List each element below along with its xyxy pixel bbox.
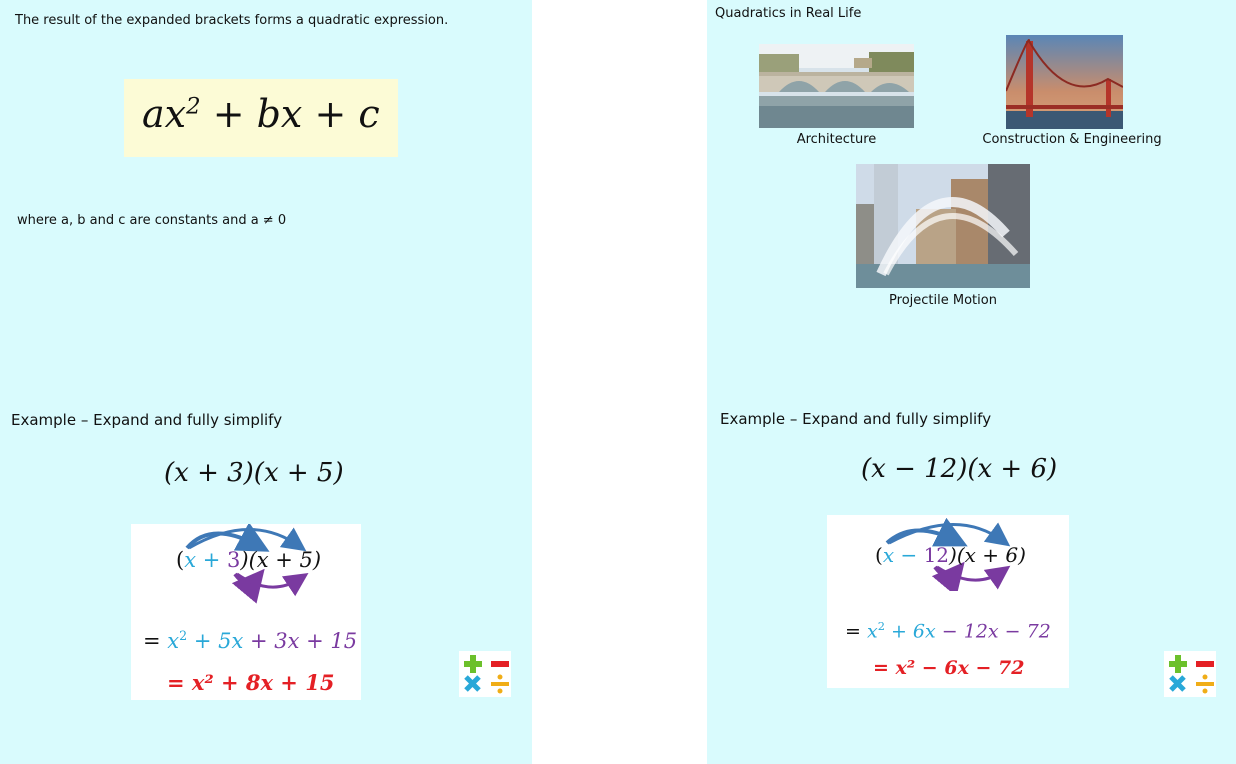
example2-line1: = $x^2 + 6x - 12x - 72$ [845,619,1051,643]
real-life-panel [707,0,1236,398]
fountain-photo [856,164,1030,288]
example1-answer: = x² + 8x + 15 [167,670,335,695]
example2-problem: (x − 12)(x + 6) [861,454,1058,484]
bridge-photo [759,44,914,128]
example1-line1: = $x^2 + 5x + 3x + 15$ [143,628,358,653]
example1-title: Example – Expand and fully simplify [11,411,283,429]
example1-panel [0,398,532,764]
example1-problem: (x + 3)(x + 5) [164,458,344,488]
example2-working [827,515,1069,688]
quadratic-formula: $ax^2$ + bx + c [142,92,380,136]
operations-icon [459,651,511,697]
operations-icon [1164,651,1216,697]
caption-projectile: Projectile Motion [889,293,997,308]
example2-answer: = x² − 6x − 72 [873,657,1025,679]
example2-working-expr: (x − 12)(x + 6) [875,543,1026,567]
caption-architecture: Architecture [796,132,877,147]
example1-working [131,524,361,700]
example2-panel [707,398,1236,764]
example2-title: Example – Expand and fully simplify [720,410,992,428]
definition-panel [0,0,532,398]
intro-text: The result of the expanded brackets forms a quadratic expression. [15,13,449,28]
real-life-title: Quadratics in Real Life [715,6,862,21]
golden-gate-photo [1006,35,1123,129]
quadratic-formula-box [124,79,398,157]
constants-note: where a, b and c are constants and a ≠ 0 [17,213,287,228]
example1-working-expr: (x + 3)(x + 5) [176,548,322,572]
caption-construction: Construction & Engineering [982,132,1162,147]
